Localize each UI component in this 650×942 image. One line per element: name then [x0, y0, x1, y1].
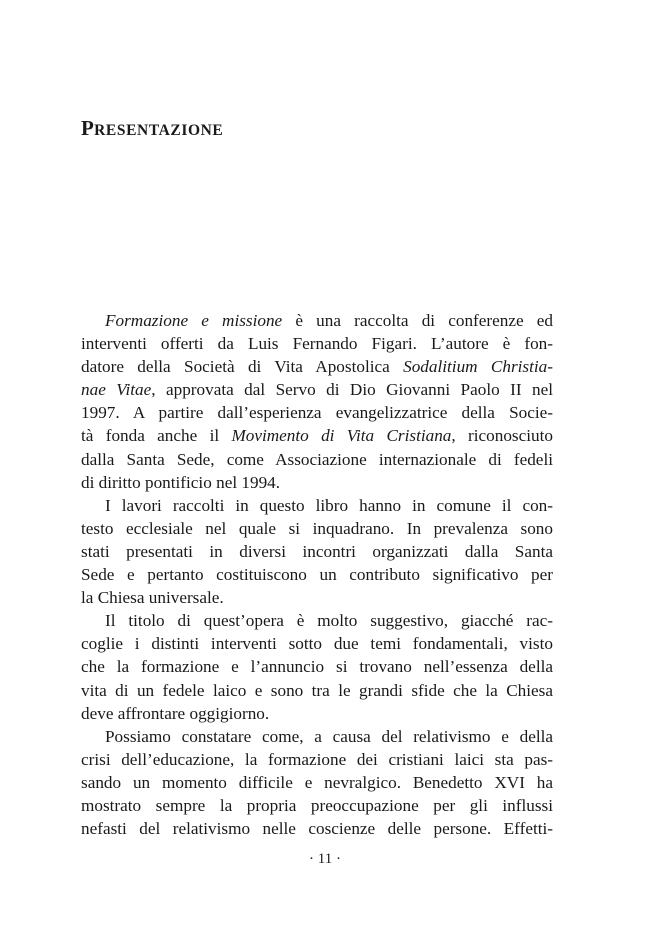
- body-text: [81, 309, 553, 840]
- text-line: [81, 586, 553, 609]
- text-run: 1997. A partire dall’esperienza evangelizzatrice della Socie-: [81, 403, 553, 423]
- text-run: nefasti del relativismo nelle coscienze delle persone. Effetti-: [81, 819, 553, 839]
- text-line: [81, 679, 553, 702]
- text-line: [81, 540, 553, 563]
- text-run: interventi offerti da Luis Fernando Figari. L’autore è fon-: [81, 334, 553, 354]
- text-run: mostrato sempre la propria preoccupazione per gli influssi: [81, 795, 553, 815]
- text-line: [81, 332, 553, 355]
- text-line: [81, 378, 553, 401]
- text-run: dalla Santa Sede, come Associazione internazionale di fedeli: [81, 449, 553, 469]
- text-run: Il titolo di quest’opera è molto suggestivo, giacché rac-: [105, 611, 553, 631]
- text-run: , approvata dal Servo di Dio Giovanni Paolo II nel: [151, 380, 553, 400]
- text-line: [81, 517, 553, 540]
- text-line: [81, 794, 553, 817]
- text-line: [81, 471, 553, 494]
- text-line: [81, 563, 553, 586]
- text-run: coglie i distinti interventi sotto due temi fondamentali, visto: [81, 634, 553, 654]
- text-run: Possiamo constatare come, a causa del relativismo e della: [105, 726, 553, 746]
- text-run: , riconosciuto: [451, 426, 553, 446]
- text-run: vita di un fedele laico e sono tra le grandi sfide che la Chiesa: [81, 680, 553, 700]
- text-line: [81, 309, 553, 332]
- text-run: di diritto pontificio nel 1994.: [81, 472, 281, 492]
- chapter-heading: [81, 116, 223, 141]
- italic-text: Sodalitium Christia-: [403, 357, 553, 377]
- text-run: sando un momento difficile e nevralgico. Benedetto XVI ha: [81, 772, 553, 792]
- text-line: [81, 424, 553, 447]
- text-line: [81, 748, 553, 771]
- text-run: la Chiesa universale.: [81, 588, 224, 608]
- italic-text: nae Vitae: [81, 380, 152, 400]
- page-number: · 11 ·: [309, 851, 341, 867]
- text-run: I lavori raccolti in questo libro hanno in comune il con-: [105, 495, 553, 515]
- text-run: deve affrontare oggigiorno.: [81, 703, 270, 723]
- text-line: [81, 817, 553, 840]
- text-run: è una raccolta di conferenze ed: [282, 311, 553, 330]
- text-line: [81, 655, 553, 678]
- text-run: crisi dell’educazione, la formazione dei cristiani laici sta pas-: [81, 749, 553, 769]
- text-line: [81, 355, 553, 378]
- text-run: tà fonda anche il: [81, 426, 232, 446]
- text-run: Sede e pertanto costituiscono un contributo significativo per: [81, 565, 553, 585]
- text-run: stati presentati in diversi incontri organizzati dalla Santa: [81, 541, 553, 561]
- heading-initial: P: [81, 116, 95, 140]
- text-line: [81, 494, 553, 517]
- text-line: [81, 771, 553, 794]
- text-run: datore della Società di Vita Apostolica: [81, 357, 404, 377]
- text-line: [81, 448, 553, 471]
- text-line: [81, 725, 553, 748]
- italic-text: Formazione e missione: [105, 311, 283, 330]
- text-run: testo ecclesiale nel quale si inquadrano. In prevalenza sono: [81, 518, 553, 538]
- text-line: [81, 609, 553, 632]
- text-line: [81, 401, 553, 424]
- text-line: [81, 702, 553, 725]
- text-line: [81, 632, 553, 655]
- text-run: che la formazione e l’annuncio si trovano nell’essenza della: [81, 657, 553, 677]
- heading-rest: RESENTAZIONE: [94, 122, 224, 139]
- italic-text: Movimento di Vita Cristiana: [231, 426, 452, 446]
